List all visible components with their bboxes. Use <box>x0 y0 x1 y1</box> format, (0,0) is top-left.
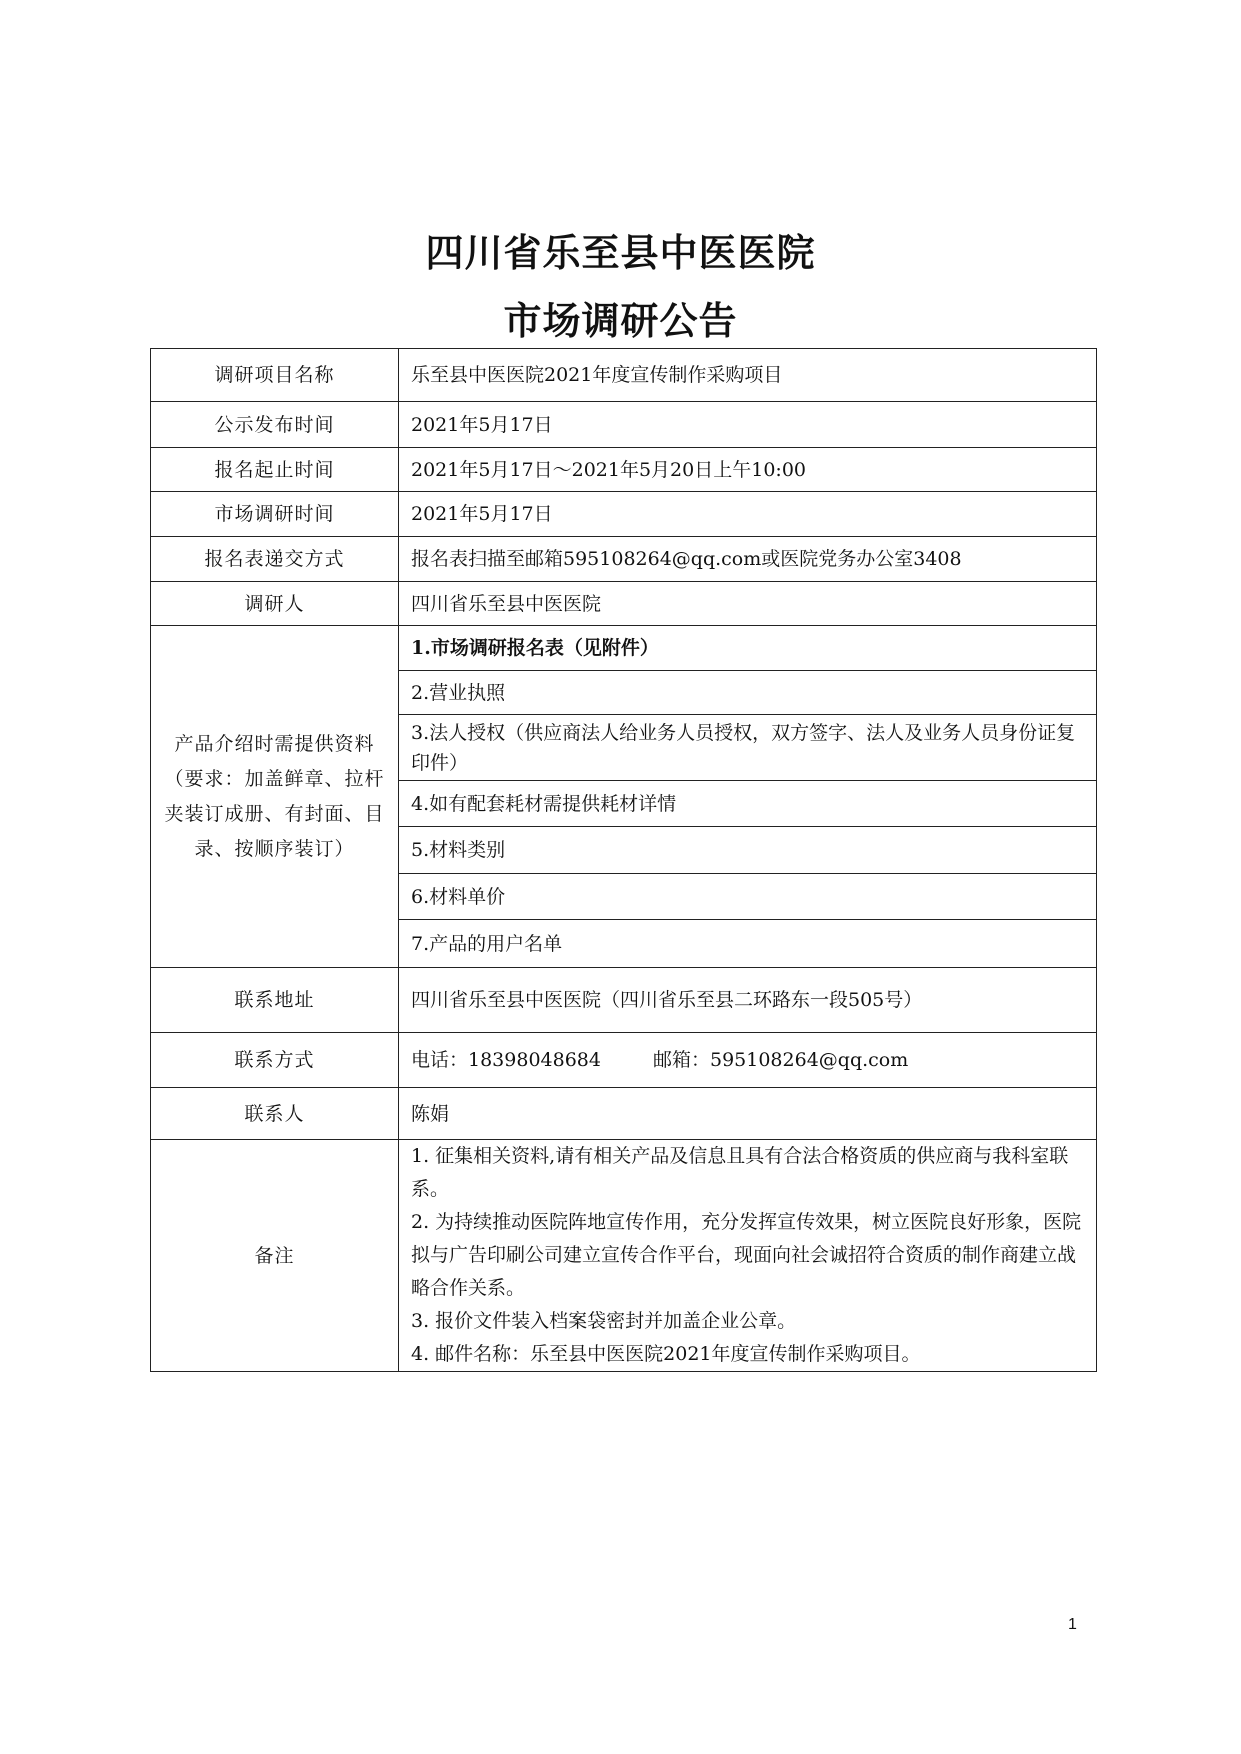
title-line-1: 四川省乐至县中医医院 <box>425 230 816 275</box>
email-text: 邮箱：595108264@qq.com <box>652 1049 909 1071</box>
material-item: 6.材料单价 <box>399 874 1097 920</box>
notes-label: 备注 <box>151 1140 399 1372</box>
title-line-2: 市场调研公告 <box>503 298 738 343</box>
material-item: 1.市场调研报名表（见附件） <box>399 626 1097 671</box>
page-number: 1 <box>1068 1616 1077 1633</box>
contact-method-value <box>399 1033 1097 1088</box>
material-item: 7.产品的用户名单 <box>399 920 1097 968</box>
survey-value: 2021年5月17日 <box>399 492 1097 537</box>
material-item: 3.法人授权（供应商法人给业务人员授权，双方签字、法人及业务人员身份证复印件） <box>399 715 1097 781</box>
note-line: 2. 为持续推动医院阵地宣传作用，充分发挥宣传效果，树立医院良好形象，医院拟与广告印刷公司建立宣传合作平台，现面向社会诚招符合资质的制作商建立战略合作关系。 <box>411 1211 1082 1299</box>
table-row <box>151 537 1097 582</box>
signup-label: 报名起止时间 <box>151 448 399 492</box>
contact-method-label: 联系方式 <box>151 1033 399 1088</box>
submit-label: 报名表递交方式 <box>151 537 399 582</box>
submit-value: 报名表扫描至邮箱595108264@qq.com或医院党务办公室3408 <box>399 537 1097 582</box>
table-row <box>151 1140 1097 1372</box>
material-item: 5.材料类别 <box>399 827 1097 874</box>
address-label: 联系地址 <box>151 968 399 1033</box>
table-row <box>151 1033 1097 1088</box>
note-line: 3. 报价文件装入档案袋密封并加盖企业公章。 <box>411 1310 797 1332</box>
project-value: 乐至县中医医院2021年度宣传制作采购项目 <box>399 349 1097 402</box>
materials-label: 产品介绍时需提供资料（要求：加盖鲜章、拉杆夹装订成册、有封面、目录、按顺序装订） <box>151 626 399 968</box>
table-row <box>151 626 1097 671</box>
phone-text: 电话：18398048684 <box>411 1049 601 1071</box>
publish-value: 2021年5月17日 <box>399 402 1097 448</box>
researcher-value: 四川省乐至县中医医院 <box>399 582 1097 626</box>
material-item: 4.如有配套耗材需提供耗材详情 <box>399 781 1097 827</box>
material-item: 2.营业执照 <box>399 671 1097 715</box>
project-label: 调研项目名称 <box>151 349 399 402</box>
signup-value: 2021年5月17日～2021年5月20日上午10:00 <box>399 448 1097 492</box>
contact-person-label: 联系人 <box>151 1088 399 1140</box>
note-line: 1. 征集相关资料,请有相关产品及信息且具有合法合格资质的供应商与我科室联系。 <box>411 1145 1069 1200</box>
note-line: 4. 邮件名称：乐至县中医医院2021年度宣传制作采购项目。 <box>411 1343 921 1365</box>
survey-table <box>150 348 1097 1372</box>
table-row <box>151 968 1097 1033</box>
notes-value <box>399 1140 1097 1372</box>
publish-label: 公示发布时间 <box>151 402 399 448</box>
address-value: 四川省乐至县中医医院（四川省乐至县二环路东一段505号） <box>399 968 1097 1033</box>
researcher-label: 调研人 <box>151 582 399 626</box>
table-row <box>151 582 1097 626</box>
table-row <box>151 349 1097 402</box>
contact-person-value: 陈娟 <box>399 1088 1097 1140</box>
table-row <box>151 492 1097 537</box>
survey-label: 市场调研时间 <box>151 492 399 537</box>
table-row <box>151 1088 1097 1140</box>
table-row <box>151 448 1097 492</box>
table-row <box>151 402 1097 448</box>
